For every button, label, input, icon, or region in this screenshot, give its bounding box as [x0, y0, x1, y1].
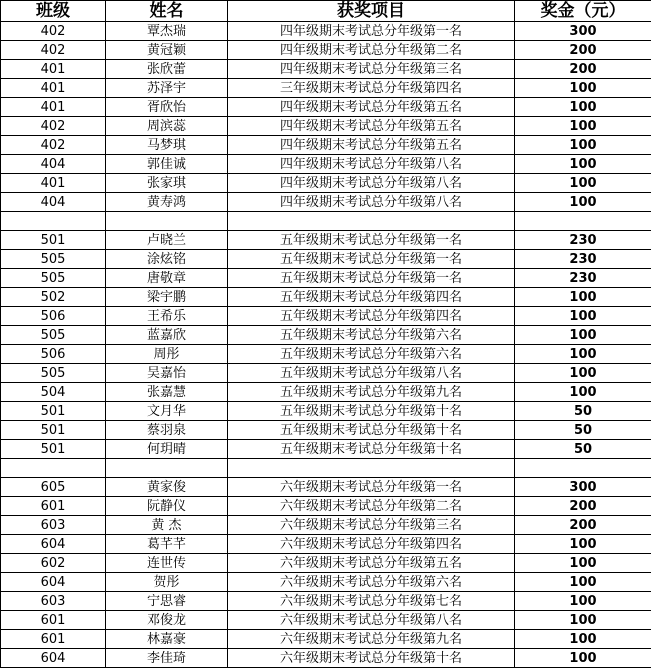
cell-award: 五年级期末考试总分年级第一名	[228, 250, 515, 269]
cell-award: 六年级期末考试总分年级第六名	[228, 573, 515, 592]
cell-amount: 100	[515, 649, 651, 668]
cell-class: 604	[1, 649, 106, 668]
cell-class: 502	[1, 288, 106, 307]
cell-class: 602	[1, 554, 106, 573]
cell-name: 宁思睿	[106, 592, 228, 611]
cell-name: 林嘉豪	[106, 630, 228, 649]
cell-name: 黄 杰	[106, 516, 228, 535]
table-row	[1, 421, 651, 440]
cell-class: 402	[1, 22, 106, 41]
cell-award: 六年级期末考试总分年级第二名	[228, 497, 515, 516]
table-row	[1, 649, 651, 668]
cell-class: 505	[1, 250, 106, 269]
cell-amount: 100	[515, 383, 651, 402]
cell-class: 601	[1, 497, 106, 516]
cell-class: 604	[1, 573, 106, 592]
cell-class: 501	[1, 231, 106, 250]
cell-award: 五年级期末考试总分年级第一名	[228, 269, 515, 288]
cell-name: 张欣蕾	[106, 60, 228, 79]
table-row	[1, 250, 651, 269]
empty-cell	[515, 459, 651, 478]
cell-amount: 230	[515, 231, 651, 250]
cell-amount: 100	[515, 630, 651, 649]
table-row	[1, 326, 651, 345]
cell-class: 404	[1, 155, 106, 174]
cell-class: 401	[1, 60, 106, 79]
cell-amount: 200	[515, 60, 651, 79]
cell-award: 三年级期末考试总分年级第四名	[228, 79, 515, 98]
cell-award: 四年级期末考试总分年级第二名	[228, 41, 515, 60]
cell-name: 马梦琪	[106, 136, 228, 155]
cell-name: 黄冠颖	[106, 41, 228, 60]
cell-award: 五年级期末考试总分年级第十名	[228, 421, 515, 440]
cell-class: 603	[1, 516, 106, 535]
cell-class: 401	[1, 79, 106, 98]
cell-amount: 100	[515, 535, 651, 554]
table-row	[1, 60, 651, 79]
cell-award: 六年级期末考试总分年级第十名	[228, 649, 515, 668]
cell-award: 四年级期末考试总分年级第五名	[228, 136, 515, 155]
header-row	[1, 1, 651, 22]
cell-award: 五年级期末考试总分年级第六名	[228, 345, 515, 364]
cell-name: 吴嘉怡	[106, 364, 228, 383]
table-row	[1, 117, 651, 136]
cell-class: 605	[1, 478, 106, 497]
cell-award: 四年级期末考试总分年级第八名	[228, 193, 515, 212]
table-row	[1, 478, 651, 497]
header-award: 获奖项目	[228, 1, 515, 22]
cell-class: 402	[1, 136, 106, 155]
table-row	[1, 440, 651, 459]
table-row	[1, 364, 651, 383]
cell-award: 六年级期末考试总分年级第八名	[228, 611, 515, 630]
cell-class: 401	[1, 98, 106, 117]
cell-name: 张家琪	[106, 174, 228, 193]
cell-class: 505	[1, 364, 106, 383]
cell-name: 黄寿鸿	[106, 193, 228, 212]
cell-name: 梁宇鹏	[106, 288, 228, 307]
cell-amount: 100	[515, 117, 651, 136]
table-row	[1, 592, 651, 611]
cell-award: 五年级期末考试总分年级第十名	[228, 440, 515, 459]
cell-award: 四年级期末考试总分年级第八名	[228, 174, 515, 193]
cell-amount: 230	[515, 250, 651, 269]
cell-name: 李佳琦	[106, 649, 228, 668]
cell-amount: 100	[515, 174, 651, 193]
cell-amount: 230	[515, 269, 651, 288]
cell-name: 王希乐	[106, 307, 228, 326]
cell-amount: 100	[515, 364, 651, 383]
table-row	[1, 174, 651, 193]
table-row	[1, 535, 651, 554]
table-row	[1, 497, 651, 516]
table-row	[1, 136, 651, 155]
cell-name: 文月华	[106, 402, 228, 421]
cell-name: 周滨蕊	[106, 117, 228, 136]
cell-award: 五年级期末考试总分年级第九名	[228, 383, 515, 402]
cell-class: 601	[1, 630, 106, 649]
cell-amount: 300	[515, 22, 651, 41]
cell-amount: 100	[515, 307, 651, 326]
cell-class: 402	[1, 41, 106, 60]
cell-amount: 100	[515, 155, 651, 174]
cell-class: 604	[1, 535, 106, 554]
cell-class: 402	[1, 117, 106, 136]
cell-class: 603	[1, 592, 106, 611]
cell-amount: 100	[515, 326, 651, 345]
cell-name: 覃杰瑞	[106, 22, 228, 41]
cell-name: 连世传	[106, 554, 228, 573]
cell-name: 蔡羽泉	[106, 421, 228, 440]
cell-name: 蓝嘉欣	[106, 326, 228, 345]
cell-amount: 50	[515, 402, 651, 421]
cell-class: 501	[1, 402, 106, 421]
cell-amount: 100	[515, 345, 651, 364]
cell-amount: 100	[515, 79, 651, 98]
cell-class: 505	[1, 326, 106, 345]
cell-award: 五年级期末考试总分年级第四名	[228, 288, 515, 307]
empty-cell	[106, 459, 228, 478]
table-row	[1, 516, 651, 535]
cell-award: 五年级期末考试总分年级第一名	[228, 231, 515, 250]
cell-class: 506	[1, 307, 106, 326]
cell-amount: 200	[515, 516, 651, 535]
table-row	[1, 307, 651, 326]
cell-award: 四年级期末考试总分年级第三名	[228, 60, 515, 79]
empty-cell	[228, 459, 515, 478]
table-row	[1, 554, 651, 573]
empty-cell	[1, 212, 106, 231]
table-body	[1, 22, 651, 668]
header-class: 班级	[1, 1, 106, 22]
cell-name: 周彤	[106, 345, 228, 364]
table-row	[1, 269, 651, 288]
header-amount: 奖金（元）	[515, 1, 651, 22]
table-row	[1, 98, 651, 117]
cell-class: 501	[1, 440, 106, 459]
table-row	[1, 155, 651, 174]
cell-award: 四年级期末考试总分年级第五名	[228, 98, 515, 117]
cell-award: 六年级期末考试总分年级第五名	[228, 554, 515, 573]
cell-name: 唐敬章	[106, 269, 228, 288]
cell-name: 涂炫铭	[106, 250, 228, 269]
empty-cell	[228, 212, 515, 231]
cell-class: 504	[1, 383, 106, 402]
table-row	[1, 383, 651, 402]
cell-award: 五年级期末考试总分年级第八名	[228, 364, 515, 383]
table-row	[1, 611, 651, 630]
empty-cell	[515, 212, 651, 231]
cell-award: 六年级期末考试总分年级第七名	[228, 592, 515, 611]
cell-class: 404	[1, 193, 106, 212]
cell-class: 501	[1, 421, 106, 440]
table-row	[1, 345, 651, 364]
cell-name: 苏泽宇	[106, 79, 228, 98]
table-row	[1, 193, 651, 212]
cell-amount: 50	[515, 421, 651, 440]
cell-name: 贺彤	[106, 573, 228, 592]
table-row	[1, 22, 651, 41]
separator-row	[1, 212, 651, 231]
table-row	[1, 79, 651, 98]
cell-amount: 100	[515, 136, 651, 155]
cell-award: 五年级期末考试总分年级第四名	[228, 307, 515, 326]
cell-award: 四年级期末考试总分年级第五名	[228, 117, 515, 136]
cell-amount: 100	[515, 554, 651, 573]
cell-name: 黄家俊	[106, 478, 228, 497]
empty-cell	[106, 212, 228, 231]
table-row	[1, 402, 651, 421]
cell-amount: 100	[515, 193, 651, 212]
cell-name: 邓俊龙	[106, 611, 228, 630]
cell-amount: 200	[515, 41, 651, 60]
cell-amount: 50	[515, 440, 651, 459]
cell-class: 401	[1, 174, 106, 193]
table-row	[1, 630, 651, 649]
cell-amount: 100	[515, 573, 651, 592]
cell-award: 六年级期末考试总分年级第九名	[228, 630, 515, 649]
cell-award: 四年级期末考试总分年级第八名	[228, 155, 515, 174]
cell-amount: 200	[515, 497, 651, 516]
cell-name: 郭佳诚	[106, 155, 228, 174]
cell-name: 张嘉慧	[106, 383, 228, 402]
cell-name: 何玥晴	[106, 440, 228, 459]
header-name: 姓名	[106, 1, 228, 22]
table-row	[1, 41, 651, 60]
table-row	[1, 288, 651, 307]
cell-name: 阮静仪	[106, 497, 228, 516]
cell-amount: 100	[515, 611, 651, 630]
cell-award: 五年级期末考试总分年级第十名	[228, 402, 515, 421]
cell-award: 六年级期末考试总分年级第三名	[228, 516, 515, 535]
cell-award: 五年级期末考试总分年级第六名	[228, 326, 515, 345]
cell-class: 506	[1, 345, 106, 364]
separator-row	[1, 459, 651, 478]
cell-amount: 100	[515, 98, 651, 117]
cell-name: 胥欣怡	[106, 98, 228, 117]
cell-class: 601	[1, 611, 106, 630]
cell-amount: 100	[515, 592, 651, 611]
cell-class: 505	[1, 269, 106, 288]
cell-award: 六年级期末考试总分年级第四名	[228, 535, 515, 554]
cell-award: 四年级期末考试总分年级第一名	[228, 22, 515, 41]
cell-name: 葛芊芊	[106, 535, 228, 554]
cell-award: 六年级期末考试总分年级第一名	[228, 478, 515, 497]
table-row	[1, 231, 651, 250]
table-row	[1, 573, 651, 592]
empty-cell	[1, 459, 106, 478]
cell-amount: 100	[515, 288, 651, 307]
cell-amount: 300	[515, 478, 651, 497]
cell-name: 卢晓兰	[106, 231, 228, 250]
